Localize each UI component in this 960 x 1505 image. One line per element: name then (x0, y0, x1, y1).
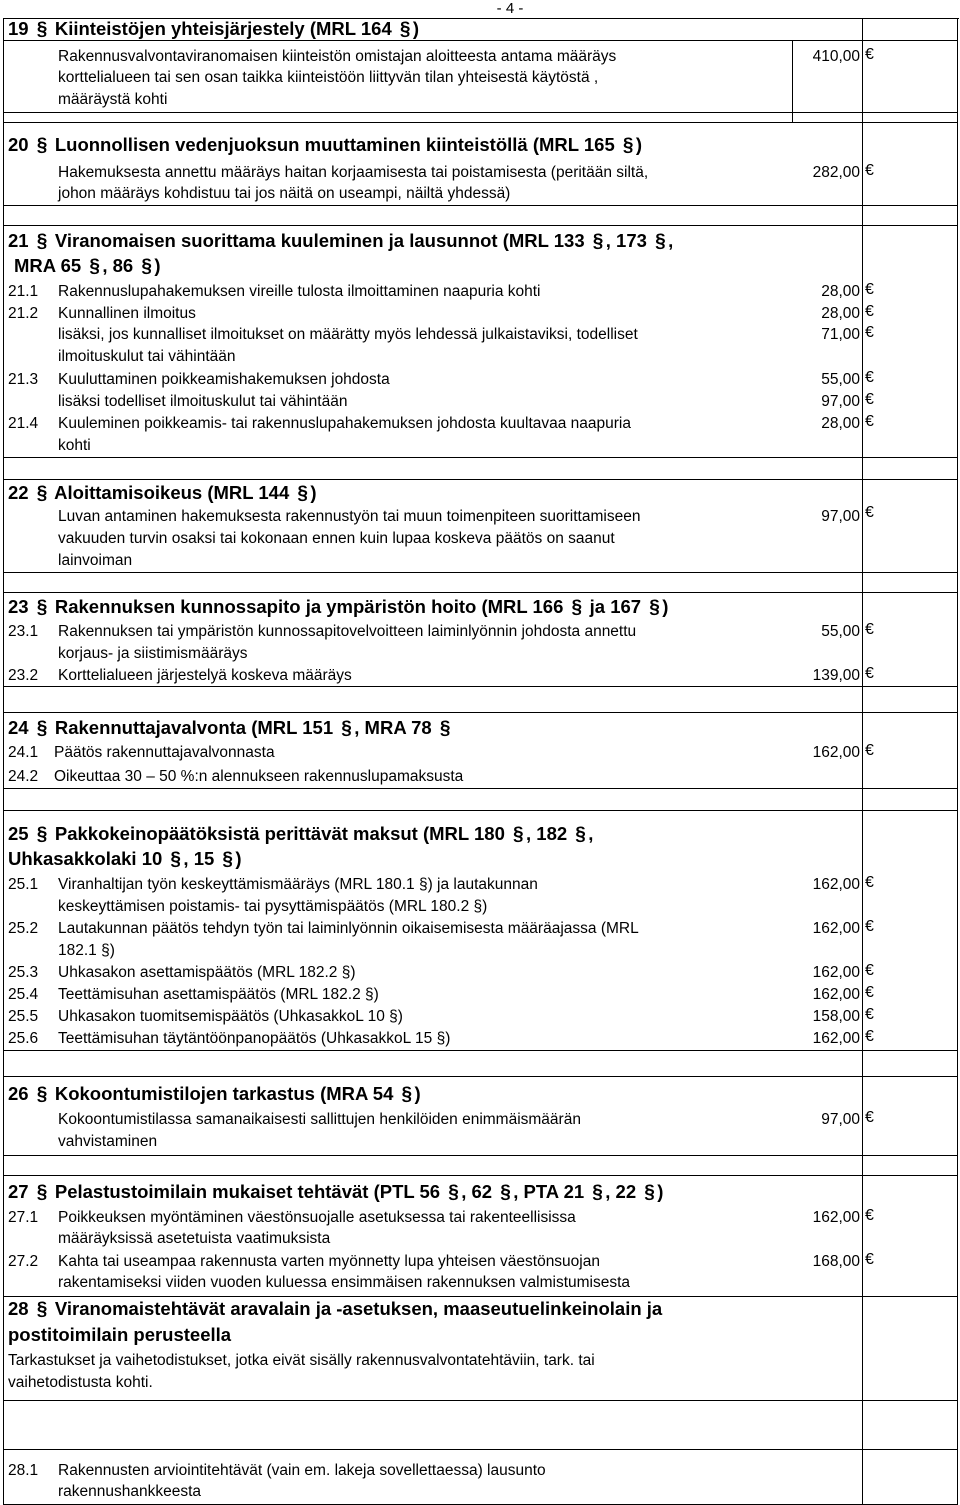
section-sign: § (649, 597, 660, 618)
item-text: Uhkasakon asettamispäätös (MRL 182.2 §) (58, 964, 356, 981)
item-number: 24.2 (8, 768, 39, 785)
euro-sign: € (865, 918, 874, 935)
section-sign: § (439, 718, 451, 739)
euro-sign: € (865, 742, 874, 759)
euro-sign: € (865, 391, 874, 408)
section-sign: § (170, 849, 181, 870)
fee-amount: 139,00 (812, 667, 860, 684)
section-sign: § (401, 1084, 413, 1105)
item-text: Poikkeuksen myöntäminen väestönsuojalle asetuksessa tai rakenteellisissa (58, 1209, 576, 1226)
section-25-title: Uhkasakkolaki 10 § , 15 § ) (8, 846, 242, 873)
fee-amount: 97,00 (821, 393, 860, 410)
fee-amount: 162,00 (812, 1209, 860, 1226)
section-sign: § (36, 1299, 48, 1320)
section-28-text: vaihetodistusta kohti. (8, 1374, 153, 1391)
euro-sign: € (865, 162, 874, 179)
section-20-text: johon määräys kohdistuu tai jos näitä on useampi, näiltä yhdessä) (58, 185, 511, 202)
item-text: lisäksi, jos kunnalliset ilmoitukset on määrätty myös lehdessä julkaistaviksi, todelliset (58, 326, 638, 343)
item-text: keskeyttämisen poistamis- tai pysyttämispäätös (MRL 180.2 §) (58, 898, 488, 915)
euro-sign: € (865, 621, 874, 638)
section-24-title: 24 § Rakennuttajavalvonta (MRL 151 § , MRA 78 § (8, 715, 453, 742)
fee-amount: 55,00 (821, 623, 860, 640)
section-22-text: Luvan antaminen hakemuksesta rakennustyön tai muun toimenpiteen suorittamiseen (58, 508, 641, 525)
section-sign: § (36, 483, 48, 504)
fee-amount: 158,00 (812, 1008, 860, 1025)
euro-sign: € (865, 281, 874, 298)
euro-sign: € (865, 324, 874, 341)
euro-sign: € (865, 984, 874, 1001)
fee-amount: 162,00 (812, 1030, 860, 1047)
fee-amount: 162,00 (812, 744, 860, 761)
item-number: 23.1 (8, 623, 39, 640)
section-sign: § (399, 19, 411, 40)
item-text: Teettämisuhan täytäntöönpanopäätös (UhkasakkoL 15 §) (58, 1030, 451, 1047)
euro-sign: € (865, 1251, 874, 1268)
item-text: Kuuleminen poikkeamis- tai rakennuslupahakemuksen johdosta kuultavaa naapuria (58, 415, 631, 432)
section-sign: § (36, 1084, 48, 1105)
item-text: Rakennuslupahakemuksen vireille tulosta ilmoittaminen naapuria kohti (58, 283, 541, 300)
item-number: 25.5 (8, 1008, 39, 1025)
item-text: Uhkasakon tuomitsemispäätös (UhkasakkoL 10 §) (58, 1008, 403, 1025)
fee-amount: 168,00 (812, 1253, 860, 1270)
section-27-title: 27 § Pelastustoimilain mukaiset tehtävät (PTL 56 § , 62 § , PTA 21 § , 22 § ) (8, 1179, 663, 1206)
section-sign: § (513, 824, 524, 845)
section-sign: § (89, 256, 100, 277)
section-22-text: vakuuden turvin osaksi tai kokonaan ennen kuin lupaa koskeva päätös on saanut (58, 530, 615, 547)
page-number: - 4 - (496, 0, 524, 17)
item-text: kohti (58, 437, 91, 454)
section-28-text: Tarkastukset ja vaihetodistukset, jotka eivät sisälly rakennusvalvontatehtäviin, tark. tai (8, 1352, 595, 1369)
section-19-text: määräystä kohti (58, 91, 168, 108)
section-26-title: 26 § Kokoontumistilojen tarkastus (MRA 54 § ) (8, 1081, 421, 1108)
section-25-title: 25 § Pakkokeinopäätöksistä perittävät maksut (MRL 180 § , 182 § , (8, 821, 593, 848)
item-text: rakennushankkeesta (58, 1483, 202, 1500)
section-sign: § (575, 824, 586, 845)
section-19-title: 19 § Kiinteistöjen yhteisjärjestely (MRL 164 § ) (8, 16, 419, 43)
euro-sign: € (865, 46, 874, 63)
euro-sign: € (865, 1207, 874, 1224)
euro-sign: € (865, 504, 874, 521)
section-sign: § (222, 849, 233, 870)
item-text: Kunnallinen ilmoitus (58, 305, 196, 322)
section-sign: § (36, 597, 48, 618)
section-19-text: korttelialueen tai sen osan taikka kiinteistöön liittyvän tilan yhteisestä käytöstä , (58, 69, 599, 86)
fee-amount: 162,00 (812, 986, 860, 1003)
section-20-text: Hakemuksesta annettu määräys haitan korjaamisesta tai poistamisesta (peritään siltä, (58, 164, 649, 181)
fee-amount: 28,00 (821, 305, 860, 322)
item-text: Rakennusten arviointitehtävät (vain em. lakeja sovellettaessa) lausunto (58, 1462, 546, 1479)
section-sign: § (571, 597, 583, 618)
table-right-border (957, 18, 958, 1504)
fee-amount: 71,00 (821, 326, 860, 343)
fee-amount: 162,00 (812, 964, 860, 981)
section-21-title: MRA 65 § , 86 § ) (14, 253, 160, 280)
item-number: 28.1 (8, 1462, 39, 1479)
item-number: 27.2 (8, 1253, 39, 1270)
section-sign: § (36, 231, 48, 252)
fee-amount: 28,00 (821, 283, 860, 300)
fee-amount: 97,00 (821, 508, 860, 525)
euro-sign: € (865, 1006, 874, 1023)
section-26-text: Kokoontumistilassa samanaikaisesti sallittujen henkilöiden enimmäismäärän (58, 1111, 581, 1128)
fee-amount: 162,00 (812, 876, 860, 893)
section-sign: § (655, 231, 666, 252)
euro-sign: € (865, 1028, 874, 1045)
euro-sign: € (865, 665, 874, 682)
fee-amount: 28,00 (821, 415, 860, 432)
fee-amount: 410,00 (812, 48, 860, 65)
item-text: lisäksi todelliset ilmoituskulut tai vähintään (58, 393, 348, 410)
item-number: 25.3 (8, 964, 39, 981)
item-text: määräyksissä asetetuista vaatimuksista (58, 1230, 331, 1247)
item-number: 24.1 (8, 744, 39, 761)
section-19-text: Rakennusvalvontaviranomaisen kiinteistön omistajan aloitteesta antama määräys (58, 48, 617, 65)
column-divider (862, 18, 863, 1504)
item-number: 21.3 (8, 371, 39, 388)
item-number: 25.4 (8, 986, 39, 1003)
fee-amount: 162,00 (812, 920, 860, 937)
section-sign: § (448, 1182, 459, 1203)
item-number: 25.2 (8, 920, 39, 937)
section-22-title: 22 § Aloittamisoikeus (MRL 144 § ) (8, 480, 317, 507)
item-number: 25.1 (8, 876, 39, 893)
section-22-text: lainvoiman (58, 552, 133, 569)
section-20-title: 20 § Luonnollisen vedenjuoksun muuttaminen kiinteistöllä (MRL 165 § ) (8, 132, 642, 159)
section-sign: § (36, 1182, 48, 1203)
section-sign: § (500, 1182, 511, 1203)
euro-sign: € (865, 303, 874, 320)
section-sign: § (36, 824, 48, 845)
item-number: 21.1 (8, 283, 39, 300)
item-text: Kahta tai useampaa rakennusta varten myönnetty lupa yhteisen väestönsuojan (58, 1253, 600, 1270)
section-sign: § (592, 1182, 603, 1203)
section-23-title: 23 § Rakennuksen kunnossapito ja ympäristön hoito (MRL 166 § ja 167 § ) (8, 594, 668, 621)
item-text: korjaus- ja siistimismääräys (58, 645, 248, 662)
item-text: Päätös rakennuttajavalvonnasta (54, 744, 275, 761)
section-21-title: 21 § Viranomaisen suorittama kuuleminen ja lausunnot (MRL 133 § , 173 § , (8, 228, 673, 255)
item-number: 25.6 (8, 1030, 39, 1047)
fee-amount: 282,00 (812, 164, 860, 181)
section-sign: § (297, 483, 308, 504)
item-text: Rakennuksen tai ympäristön kunnossapitovelvoitteen laiminlyönnin johdosta annettu (58, 623, 637, 640)
section-28-title: postitoimilain perusteella (8, 1324, 232, 1345)
euro-sign: € (865, 1109, 874, 1126)
euro-sign: € (865, 874, 874, 891)
section-28-title: 28 § Viranomaistehtävät aravalain ja -asetuksen, maaseutuelinkeinolain ja (8, 1296, 662, 1323)
item-number: 21.2 (8, 305, 39, 322)
item-number: 23.2 (8, 667, 39, 684)
item-number: 27.1 (8, 1209, 39, 1226)
item-text: Korttelialueen järjestelyä koskeva määräys (58, 667, 352, 684)
section-sign: § (141, 256, 152, 277)
fee-amount: 97,00 (821, 1111, 860, 1128)
item-text: Lautakunnan päätös tehdyn työn tai laiminlyönnin oikaisemisesta määräajassa (MRL (58, 920, 639, 937)
item-text: Teettämisuhan asettamispäätös (MRL 182.2 §) (58, 986, 379, 1003)
column-divider (792, 40, 793, 122)
section-sign: § (644, 1182, 655, 1203)
item-text: Viranhaltijan työn keskeyttämismääräys (MRL 180.1 §) ja lautakunnan (58, 876, 538, 893)
item-text: Kuuluttaminen poikkeamishakemuksen johdosta (58, 371, 390, 388)
euro-sign: € (865, 413, 874, 430)
section-sign: § (36, 19, 48, 40)
section-sign: § (36, 718, 48, 739)
item-text: rakentamiseksi viiden vuoden kuluessa ensimmäisen rakennuksen valmistumisesta (58, 1274, 631, 1291)
section-sign: § (592, 231, 604, 252)
item-text: 182.1 §) (58, 942, 115, 959)
section-sign: § (36, 135, 48, 156)
section-sign: § (622, 135, 634, 156)
euro-sign: € (865, 369, 874, 386)
fee-amount: 55,00 (821, 371, 860, 388)
section-26-text: vahvistaminen (58, 1133, 158, 1150)
item-number: 21.4 (8, 415, 39, 432)
item-text: ilmoituskulut tai vähintään (58, 348, 236, 365)
section-sign: § (341, 718, 352, 739)
euro-sign: € (865, 962, 874, 979)
item-text: Oikeuttaa 30 – 50 %:n alennukseen rakennuslupamaksusta (54, 768, 464, 785)
